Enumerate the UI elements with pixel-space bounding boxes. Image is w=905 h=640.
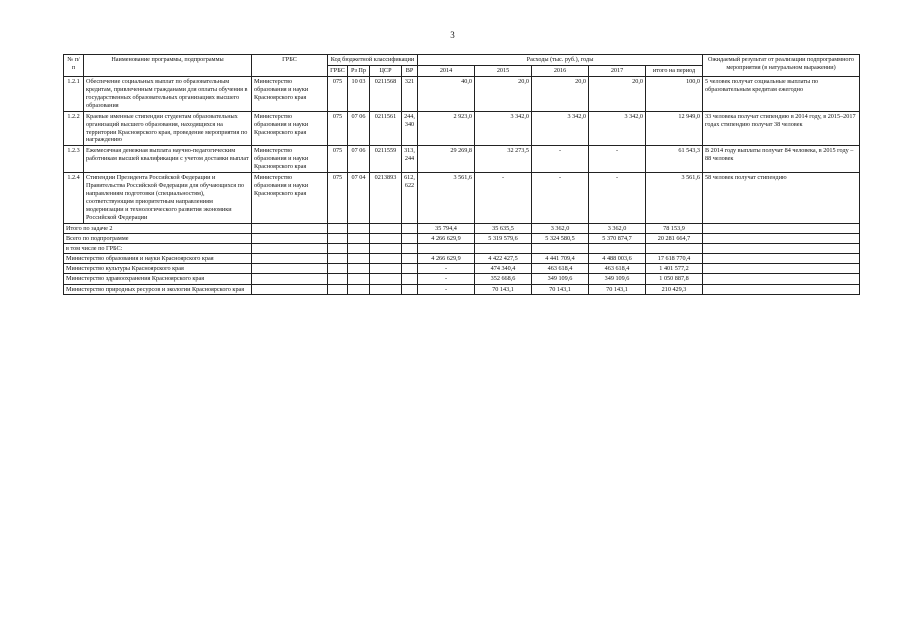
summary-total: 20 281 664,7 [646,233,703,243]
row-grbs-code: 075 [328,76,348,111]
row-grbs: Министерство образования и науки Красноярского края [252,111,328,146]
row-grbs: Министерство образования и науки Красноярского края [252,146,328,173]
row-result: В 2014 году выплаты получат 84 человека, в 2015 году – 88 человек [703,146,860,173]
subheader-rzpr: Рз Пр [348,65,370,76]
summary-2016: 3 362,0 [532,223,589,233]
summary-2014: - [418,264,475,274]
row-grbs: Министерство образования и науки Красноярского края [252,76,328,111]
summary-2017: 4 488 003,6 [589,254,646,264]
summary-label: Министерство культуры Красноярского края [64,264,252,274]
summary-total: 210 429,3 [646,284,703,294]
summary-2016: 349 109,6 [532,274,589,284]
summary-2017: 463 618,4 [589,264,646,274]
row-2014: 2 923,0 [418,111,475,146]
summary-2016: 5 324 580,5 [532,233,589,243]
header-result: Ожидаемый результат от реализации подпрограммного мероприятия (в натуральном выражении) [703,55,860,77]
summary-total: 1 050 887,8 [646,274,703,284]
subheader-2017: 2017 [589,65,646,76]
row-total: 3 561,6 [646,173,703,224]
row-vr: 244, 340 [402,111,418,146]
row-2017: - [589,146,646,173]
program-table [63,54,860,295]
summary-2017: 3 362,0 [589,223,646,233]
summary-total: 78 153,9 [646,223,703,233]
row-2014: 40,0 [418,76,475,111]
summary-row [64,244,860,254]
row-2014: 29 269,8 [418,146,475,173]
summary-2014: - [418,274,475,284]
subheader-vr: ВР [402,65,418,76]
header-grbs: ГРБС [252,55,328,77]
summary-label: Итого по задаче 2 [64,223,252,233]
summary-2016: 4 441 709,4 [532,254,589,264]
subheader-2014: 2014 [418,65,475,76]
row-2015: 3 342,0 [475,111,532,146]
summary-2016: 70 143,1 [532,284,589,294]
summary-2017: 70 143,1 [589,284,646,294]
row-num: 1.2.3 [64,146,84,173]
row-grbs: Министерство образования и науки Красноярского края [252,173,328,224]
summary-total: 17 618 770,4 [646,254,703,264]
row-num: 1.2.4 [64,173,84,224]
header-expenses: Расходы (тыс. руб.), годы [418,55,703,66]
summary-2015 [475,244,532,254]
row-rzpr: 07 06 [348,146,370,173]
summary-label: Министерство здравоохранения Красноярского края [64,274,252,284]
row-2016: 20,0 [532,76,589,111]
row-csr: 0211568 [370,76,402,111]
row-csr: 0213893 [370,173,402,224]
table-row [64,76,860,111]
summary-2017: 349 109,6 [589,274,646,284]
summary-2014: 4 266 629,9 [418,233,475,243]
row-name: Обеспечение социальных выплат по образовательным кредитам, привлеченным гражданами для оплаты обучения в государственных образовательных организациях высшего образования [84,76,252,111]
subheader-2016: 2016 [532,65,589,76]
row-2015: 20,0 [475,76,532,111]
row-csr: 0211559 [370,146,402,173]
summary-2014: 4 266 629,9 [418,254,475,264]
subheader-csr: ЦСР [370,65,402,76]
summary-2014: 35 794,4 [418,223,475,233]
row-name: Стипендии Президента Российской Федерации и Правительства Российской Федерации для обучающихся по направлениям подготовки (специальностям), соответствующим приоритетным направлениям модернизации и технологического развития экономики Российской Федерации [84,173,252,224]
row-result: 5 человек получат социальные выплаты по образовательным кредитам ежегодно [703,76,860,111]
summary-row [64,264,860,274]
subheader-2015: 2015 [475,65,532,76]
summary-2017: 5 370 874,7 [589,233,646,243]
header-name: Наименование программы, подпрограммы [84,55,252,77]
row-2014: 3 561,6 [418,173,475,224]
row-rzpr: 10 03 [348,76,370,111]
row-total: 61 543,3 [646,146,703,173]
row-vr: 313, 244 [402,146,418,173]
row-2016: 3 342,0 [532,111,589,146]
summary-2015: 70 143,1 [475,284,532,294]
row-grbs-code: 075 [328,146,348,173]
summary-row [64,233,860,243]
subheader-grbs: ГРБС [328,65,348,76]
row-rzpr: 07 06 [348,111,370,146]
subheader-total: итого на период [646,65,703,76]
table-row [64,111,860,146]
summary-row [64,274,860,284]
table-row [64,146,860,173]
row-result: 33 человека получат стипендию в 2014 году, в 2015–2017 годах стипендию получат 38 человек [703,111,860,146]
row-name: Ежемесячная денежная выплата научно-педагогическим работникам высшей квалификации с учетом доставки выплат [84,146,252,173]
summary-2016: 463 618,4 [532,264,589,274]
row-total: 100,0 [646,76,703,111]
header-budget-class: Код бюджетной классификации [328,55,418,66]
row-2015: - [475,173,532,224]
row-grbs-code: 075 [328,111,348,146]
row-vr: 612, 622 [402,173,418,224]
page-number: 3 [450,30,455,40]
row-num: 1.2.2 [64,111,84,146]
row-2016: - [532,173,589,224]
summary-2016 [532,244,589,254]
summary-total: 1 401 577,2 [646,264,703,274]
summary-total [646,244,703,254]
table-row [64,173,860,224]
summary-2015: 474 340,4 [475,264,532,274]
row-2017: - [589,173,646,224]
summary-label: Всего по подпрограмме [64,233,252,243]
summary-2015: 4 422 427,5 [475,254,532,264]
summary-row [64,254,860,264]
row-vr: 321 [402,76,418,111]
summary-row [64,223,860,233]
summary-2014: - [418,284,475,294]
row-name: Краевые именные стипендии студентам образовательных организаций высшего образования, находящихся на территории Красноярского края, проведение мероприятия по награждению [84,111,252,146]
row-2016: - [532,146,589,173]
summary-2015: 5 319 579,6 [475,233,532,243]
header-row [64,55,860,66]
row-csr: 0211561 [370,111,402,146]
row-grbs-code: 075 [328,173,348,224]
summary-2014 [418,244,475,254]
row-rzpr: 07 04 [348,173,370,224]
summary-label: Министерство природных ресурсов и экологии Красноярского края [64,284,252,294]
row-2017: 3 342,0 [589,111,646,146]
summary-row [64,284,860,294]
header-num: № п/п [64,55,84,77]
summary-2015: 352 668,6 [475,274,532,284]
row-2017: 20,0 [589,76,646,111]
summary-2017 [589,244,646,254]
row-total: 12 949,0 [646,111,703,146]
summary-label: Министерство образования и науки Красноярского края [64,254,252,264]
summary-2015: 35 635,5 [475,223,532,233]
row-num: 1.2.1 [64,76,84,111]
summary-label: в том числе по ГРБС: [64,244,252,254]
row-result: 58 человек получат стипендию [703,173,860,224]
row-2015: 32 273,5 [475,146,532,173]
